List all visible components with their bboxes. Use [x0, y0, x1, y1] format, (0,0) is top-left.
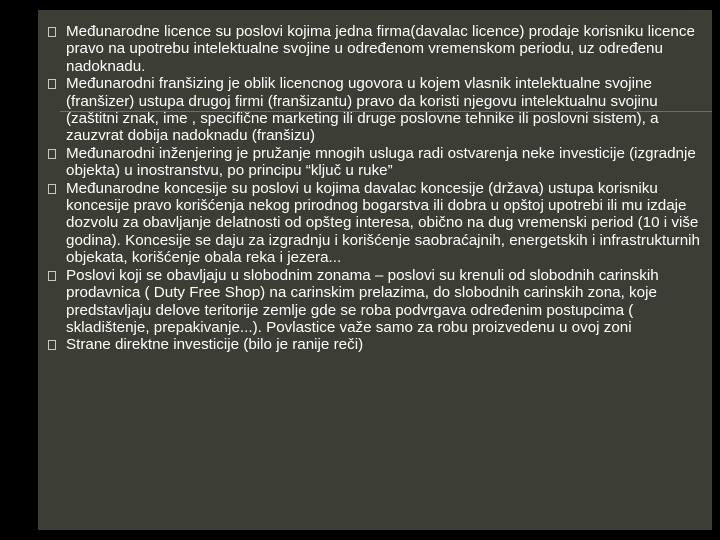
- bullet-text-inzenjering: Međunarodni inženjering je pružanje mnogih usluga radi ostvarenja neke investicije (izgradnje objekta) u inostranstvu, po principu “ključ u ruke”: [66, 144, 696, 180]
- bullet-text-fransizing: Međunarodni franšizing je oblik licencnog ugovora u kojem vlasnik intelektualne svojine (franšizer) ustupa drugoj firmi (franšizantu) pravo da koristi njegovu intelektualnu svojinu (zaštitni znak, ime , specifične marketing ili druge poslovne tehnike ili poslovni sistem), a zauzvrat dobija nadoknadu (franšizu): [66, 75, 659, 145]
- bullet-text-slobodne-zone: Poslovi koji se obavljaju u slobodnim zonama – poslovi su krenuli od slobodnih carinskih prodavnica ( Duty Free Shop) na carinskim prelazima, do slobodnih carinskih zona, koje predstavljaju delove teritorije zemlje gde se roba podvrgava određenim postupcima ( skladištenje, prepakivanje...). Povlastice važe samo za robu proizvedenu u ovoj zoni: [66, 266, 659, 336]
- bullet-list: [48, 23, 708, 354]
- bullet-text-koncesije: Međunarodne koncesije su poslovi u kojima davalac koncesije (država) ustupa korisniku koncesije pravo korišćenja nekog prirodnog bogarstva ili dobra u opštoj upotrebi ili mu izdaje dozvolu za obavljanje delatnosti od opšteg interesa, obično na dug vremenski period (10 i više godina). Koncesije se daju za izgradnju i korišćenje saobraćajnih, energetskih i infrastrukturnih objekata, korišćenje obala reka i jezera...: [66, 179, 701, 267]
- bullet-text-licence: Međunarodne licence su poslovi kojima jedna firma(davalac licence) prodaje korisniku licence pravo na upotrebu intelektualne svojine u određenom vremenskom periodu, uz određenu nadoknadu.: [66, 23, 695, 75]
- bullet-item-inzenjering: [48, 145, 708, 180]
- bullet-item-licence: [48, 23, 708, 75]
- square-bullet-icon: [48, 149, 56, 159]
- bullet-item-slobodne-zone: [48, 267, 708, 337]
- square-bullet-icon: [48, 340, 56, 350]
- square-bullet-icon: [48, 79, 56, 89]
- bullet-item-koncesije: [48, 180, 708, 267]
- square-bullet-icon: [48, 27, 56, 37]
- bullet-item-investicije: [48, 336, 708, 353]
- square-bullet-icon: [48, 271, 56, 281]
- bullet-text-investicije: Strane direktne investicije (bilo je ranije reči): [66, 336, 364, 354]
- bullet-item-fransizing: [48, 75, 708, 145]
- square-bullet-icon: [48, 184, 56, 194]
